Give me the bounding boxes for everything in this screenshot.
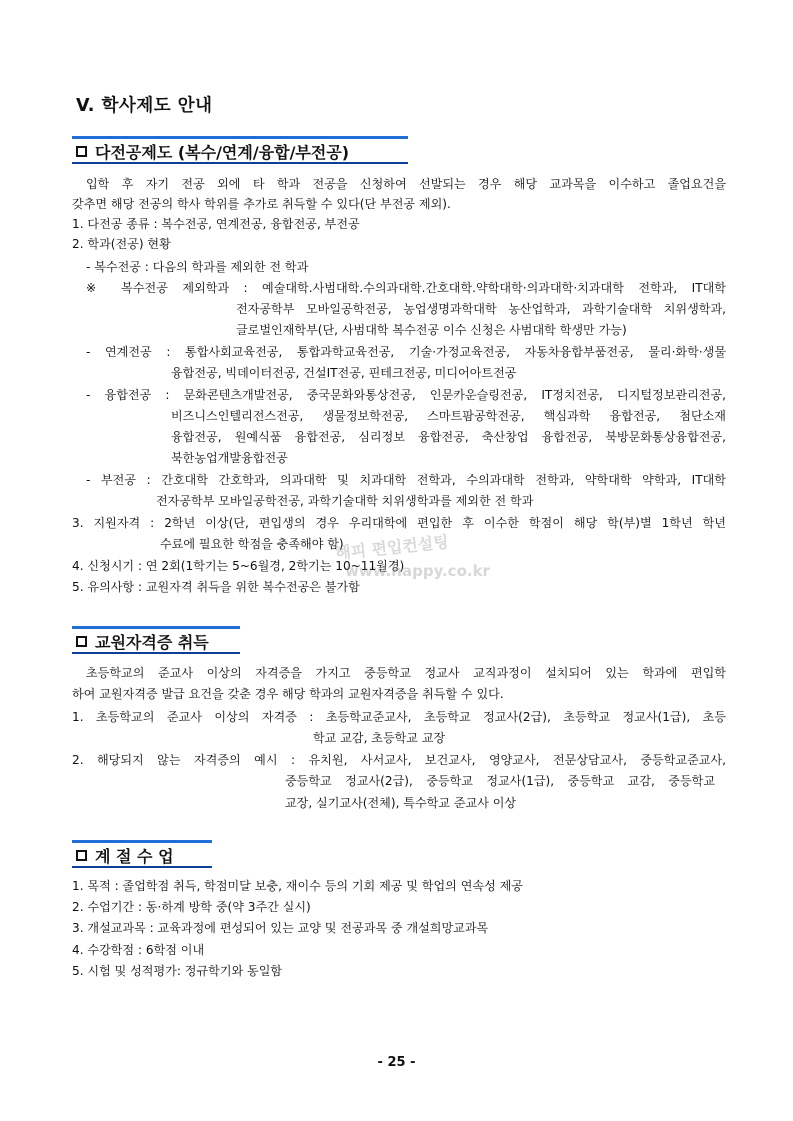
list-item: 1. 목적 : 졸업학점 취득, 학점미달 보충, 재이수 등의 기회 제공 및 학업의 연속성 제공: [72, 879, 523, 893]
list-item: 4. 신청시기 : 연 2회(1학기는 5~6월경, 2학기는 10~11월경): [72, 559, 405, 573]
list-item: - 융합전공 : 문화콘텐츠개발전공, 중국문화와통상전공, 인문카운슬링전공, IT정치전공, 디지털정보관리전공,: [86, 388, 726, 402]
list-item: 교장, 실기교사(전체), 특수학교 준교사 이상: [285, 796, 517, 810]
list-item: 북한농업개발융합전공: [171, 451, 288, 465]
page-title: V. 학사제도 안내: [76, 96, 213, 116]
list-item: 2. 수업기간 : 동·하계 방학 중(약 3주간 실시): [72, 900, 311, 914]
list-item: 학교 교감, 초등학교 교장: [313, 731, 446, 745]
section-heading-multi-major: [76, 140, 349, 163]
section-rule-bottom: [72, 866, 212, 868]
list-item: 글로벌인재학부(단, 사범대학 복수전공 이수 신청은 사범대학 학생만 가능): [236, 323, 627, 337]
list-item: 2. 학과(전공) 현황: [72, 237, 171, 251]
list-item: 4. 수강학점 : 6학점 이내: [72, 943, 205, 957]
list-item: 3. 지원자격 : 2학년 이상(단, 편입생의 경우 우리대학에 편입한 후 이수한 학점이 해당 학(부)별 1학년 학년: [72, 516, 726, 530]
section-rule-top: [72, 840, 212, 843]
list-item: 중등학교 정교사(2급), 중등학교 정교사(1급), 중등학교 교감, 중등학교: [285, 774, 715, 788]
list-item: 수료에 필요한 학점을 충족해야 함): [160, 537, 344, 551]
section-rule-bottom: [72, 652, 240, 654]
list-item: - 복수전공 : 다음의 학과를 제외한 전 학과: [86, 260, 309, 274]
list-item: 전자공학부 모바일공학전공, 과학기술대학 치위생학과를 제외한 전 학과: [156, 494, 534, 508]
paragraph-line: 입학 후 자기 전공 외에 타 학과 전공을 신청하여 선발되는 경우 해당 교과목을 이수하고 졸업요건을: [86, 177, 726, 191]
watermark-url: www.happy.co.kr: [345, 562, 490, 580]
list-item: ※ 복수전공 제외학과 : 예술대학.사범대학.수의과대학.간호대학.약학대학·의과대학·치과대학 전학과, IT대학: [86, 281, 726, 295]
list-item: 1. 다전공 종류 : 복수전공, 연계전공, 융합전공, 부전공: [72, 217, 360, 231]
section-rule-top: [72, 136, 408, 139]
list-item: 비즈니스인텔리전스전공, 생물정보학전공, 스마트팜공학전공, 핵심과학 융합전공, 첨단소재: [171, 409, 726, 423]
list-item: 융합전공, 빅데이터전공, 건설IT전공, 핀테크전공, 미디어아트전공: [171, 366, 517, 380]
section-heading-teacher-certificate: [76, 630, 209, 653]
list-item: 1. 초등학교의 준교사 이상의 자격증 : 초등학교준교사, 초등학교 정교사(2급), 초등학교 정교사(1급), 초등: [72, 710, 726, 724]
list-item: - 부전공 : 간호대학 간호학과, 의과대학 및 치과대학 전학과, 수의과대학 전학과, 약학대학 약학과, IT대학: [86, 473, 726, 487]
checkbox-square-icon: [76, 146, 87, 157]
section-heading-text: 계 절 수 업: [95, 847, 174, 866]
watermark: 해피 편입컨설팅: [334, 532, 450, 563]
list-item: 전자공학부 모바일공학전공, 농업생명과학대학 농산업학과, 과학기술대학 치위생학과,: [236, 302, 726, 316]
list-item: 5. 유의사항 : 교원자격 취득을 위한 복수전공은 불가함: [72, 580, 360, 594]
list-item: 2. 해당되지 않는 자격증의 예시 : 유치원, 사서교사, 보건교사, 영양교사, 전문상담교사, 중등학교준교사,: [72, 753, 726, 767]
paragraph-line: 갖추면 해당 전공의 학사 학위를 추가로 취득할 수 있다(단 부전공 제외).: [72, 197, 451, 211]
section-heading-text: 교원자격증 취득: [95, 633, 209, 652]
list-item: - 연계전공 : 통합사회교육전공, 통합과학교육전공, 기술·가정교육전공, 자동차융합부품전공, 물리·화학·생물: [86, 345, 726, 359]
page-number: - 25 -: [377, 1055, 416, 1070]
checkbox-square-icon: [76, 850, 87, 861]
section-rule-top: [72, 626, 240, 629]
list-item: 융합전공, 원예식품 융합전공, 심리정보 융합전공, 축산창업 융합전공, 북방문화통상융합전공,: [171, 430, 726, 444]
paragraph-line: 초등학교의 준교사 이상의 자격증을 가지고 중등학교 정교사 교직과정이 설치되어 있는 학과에 편입학: [86, 666, 726, 680]
section-heading-text: 다전공제도 (복수/연계/융합/부전공): [95, 143, 350, 162]
list-item: 3. 개설교과목 : 교육과정에 편성되어 있는 교양 및 전공과목 중 개설희망교과목: [72, 921, 489, 935]
list-item: 5. 시험 및 성적평가: 정규학기와 동일함: [72, 964, 283, 978]
section-rule-bottom: [72, 162, 408, 164]
checkbox-square-icon: [76, 636, 87, 647]
section-heading-seasonal-classes: [76, 844, 174, 867]
paragraph-line: 하여 교원자격증 발급 요건을 갖춘 경우 해당 학과의 교원자격증을 취득할 수 있다.: [72, 687, 504, 701]
